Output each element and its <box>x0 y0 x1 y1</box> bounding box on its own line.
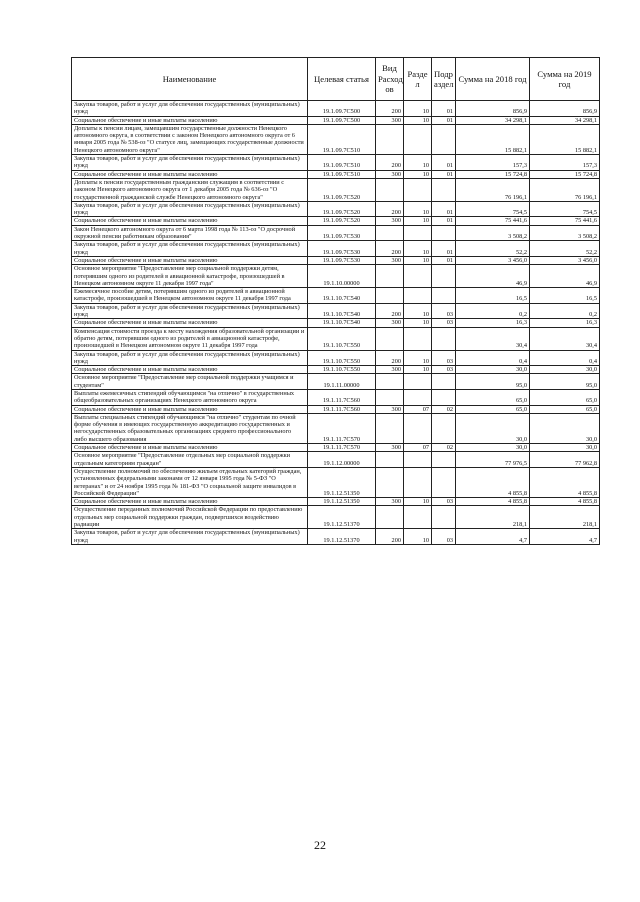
row-section: 10 <box>404 101 432 117</box>
table-row <box>72 201 600 217</box>
row-expense-type <box>376 389 404 405</box>
row-sum-2019: 3 508,2 <box>530 225 600 241</box>
table-row <box>72 101 600 117</box>
table-row <box>72 116 600 124</box>
row-article: 19.1.10.00000 <box>308 265 376 288</box>
row-section <box>404 124 432 154</box>
row-expense-type: 300 <box>376 366 404 374</box>
row-subsection <box>432 225 456 241</box>
row-expense-type <box>376 413 404 443</box>
row-sum-2018: 3 508,2 <box>456 225 530 241</box>
table-row <box>72 256 600 264</box>
row-section: 10 <box>404 303 432 319</box>
row-name: Доплаты к пенсии лицам, замещавшим государственные должности Ненецкого автономного округа, в соответствии с законом Ненецкого автономного округа от 6 января 2005 года № 538-оз "О статусе лиц, замещающих государственные должности Ненецкого автономного округа" <box>72 124 308 154</box>
row-article: 19.1.09.7С520 <box>308 217 376 225</box>
row-name: Выплаты специальных стипендий обучающимся "на отлично" студентам по очной форме обучения в имеющих государственную аккредитацию государственных и негосударственных образовательных организациях среднего профессионального либо высшего образования <box>72 413 308 443</box>
row-expense-type <box>376 225 404 241</box>
row-article: 19.1.09.7С510 <box>308 170 376 178</box>
row-section: 10 <box>404 498 432 506</box>
row-article: 19.1.09.7С500 <box>308 101 376 117</box>
table-row <box>72 366 600 374</box>
table-row <box>72 506 600 529</box>
table-row <box>72 155 600 171</box>
row-sum-2019: 34 298,1 <box>530 116 600 124</box>
row-sum-2019: 76 196,1 <box>530 178 600 201</box>
row-expense-type <box>376 327 404 350</box>
header-sum-2018: Сумма на 2018 год <box>456 58 530 101</box>
row-sum-2019: 218,1 <box>530 506 600 529</box>
row-section: 10 <box>404 256 432 264</box>
row-name: Основное мероприятие "Предоставление мер социальной поддержки детям, потерявшим одного из родителей в авиационной катастрофе, произошедшей в Ненецком автономном округе 11 декабря 1997 года" <box>72 265 308 288</box>
table-row <box>72 350 600 366</box>
table-row <box>72 124 600 154</box>
row-name: Социальное обеспечение и иные выплаты населению <box>72 170 308 178</box>
row-sum-2019: 77 962,8 <box>530 452 600 468</box>
row-sum-2019: 15 724,8 <box>530 170 600 178</box>
row-expense-type: 300 <box>376 116 404 124</box>
row-sum-2019: 754,5 <box>530 201 600 217</box>
row-subsection: 03 <box>432 529 456 545</box>
row-sum-2018: 34 298,1 <box>456 116 530 124</box>
row-name: Закупка товаров, работ и услуг для обеспечения государственных (муниципальных) нужд <box>72 529 308 545</box>
row-sum-2018: 46,9 <box>456 265 530 288</box>
row-sum-2018: 15 882,1 <box>456 124 530 154</box>
table-row <box>72 374 600 390</box>
row-sum-2019: 0,2 <box>530 303 600 319</box>
row-section: 10 <box>404 217 432 225</box>
table-row <box>72 467 600 497</box>
row-sum-2019: 75 441,6 <box>530 217 600 225</box>
row-article: 19.1.10.7С540 <box>308 288 376 304</box>
row-sum-2018: 856,9 <box>456 101 530 117</box>
row-expense-type: 200 <box>376 350 404 366</box>
row-sum-2018: 0,2 <box>456 303 530 319</box>
row-expense-type: 300 <box>376 319 404 327</box>
row-article: 19.1.10.7С540 <box>308 319 376 327</box>
row-sum-2019: 16,3 <box>530 319 600 327</box>
row-sum-2018: 0,4 <box>456 350 530 366</box>
header-name: Наименование <box>72 58 308 101</box>
row-name: Осуществление переданных полномочий Российской Федерации по предоставлению отдельных мер социальной поддержки граждан, подвергшихся воздействию радиации <box>72 506 308 529</box>
row-subsection: 02 <box>432 444 456 452</box>
row-article: 19.1.12.51350 <box>308 498 376 506</box>
row-name: Компенсация стоимости проезда к месту нахождения образовательной организации и обратно детям, потерявшим одного из родителей в авиационной катастрофе, произошедшей в Ненецком автономном округе 11 декабря 1997 года <box>72 327 308 350</box>
budget-table <box>71 57 600 545</box>
table-row <box>72 303 600 319</box>
row-sum-2019: 4 855,8 <box>530 467 600 497</box>
row-subsection <box>432 124 456 154</box>
row-article: 19.1.11.7С560 <box>308 405 376 413</box>
row-name: Закупка товаров, работ и услуг для обеспечения государственных (муниципальных) нужд <box>72 241 308 257</box>
row-subsection: 01 <box>432 241 456 257</box>
row-expense-type <box>376 178 404 201</box>
row-subsection: 01 <box>432 116 456 124</box>
row-article: 19.1.11.7С570 <box>308 413 376 443</box>
row-sum-2018: 218,1 <box>456 506 530 529</box>
row-expense-type: 200 <box>376 101 404 117</box>
row-subsection: 03 <box>432 350 456 366</box>
row-sum-2018: 30,0 <box>456 366 530 374</box>
row-name: Закупка товаров, работ и услуг для обеспечения государственных (муниципальных) нужд <box>72 155 308 171</box>
table-row <box>72 178 600 201</box>
row-expense-type: 300 <box>376 498 404 506</box>
table-row <box>72 444 600 452</box>
row-section <box>404 288 432 304</box>
table-row <box>72 327 600 350</box>
row-section <box>404 389 432 405</box>
row-expense-type <box>376 288 404 304</box>
row-name: Социальное обеспечение и иные выплаты населению <box>72 256 308 264</box>
row-sum-2019: 95,0 <box>530 374 600 390</box>
row-section <box>404 506 432 529</box>
row-sum-2018: 30,0 <box>456 444 530 452</box>
row-subsection: 01 <box>432 155 456 171</box>
row-subsection: 03 <box>432 498 456 506</box>
row-article: 19.1.10.7С550 <box>308 366 376 374</box>
row-sum-2018: 4,7 <box>456 529 530 545</box>
budget-table-container <box>71 57 599 545</box>
table-row <box>72 529 600 545</box>
header-section: Разде л <box>404 58 432 101</box>
row-subsection: 01 <box>432 170 456 178</box>
row-sum-2018: 3 456,0 <box>456 256 530 264</box>
table-row <box>72 389 600 405</box>
row-article: 19.1.09.7С500 <box>308 116 376 124</box>
row-sum-2019: 856,9 <box>530 101 600 117</box>
row-sum-2019: 65,0 <box>530 405 600 413</box>
row-subsection <box>432 374 456 390</box>
row-name: Социальное обеспечение и иные выплаты населению <box>72 217 308 225</box>
row-name: Социальное обеспечение и иные выплаты населению <box>72 444 308 452</box>
table-row <box>72 498 600 506</box>
row-expense-type: 300 <box>376 444 404 452</box>
row-article: 19.1.09.7С530 <box>308 241 376 257</box>
row-sum-2018: 65,0 <box>456 389 530 405</box>
row-subsection <box>432 389 456 405</box>
row-name: Закон Ненецкого автономного округа от 6 марта 1998 года № 113-оз "О досрочной окружной пенсии работникам образования" <box>72 225 308 241</box>
row-sum-2018: 157,3 <box>456 155 530 171</box>
table-body <box>72 101 600 545</box>
row-article: 19.1.12.51370 <box>308 506 376 529</box>
table-row <box>72 241 600 257</box>
row-subsection <box>432 467 456 497</box>
row-section <box>404 374 432 390</box>
row-section <box>404 178 432 201</box>
row-article: 19.1.11.7С560 <box>308 389 376 405</box>
row-expense-type <box>376 124 404 154</box>
row-article: 19.1.11.00000 <box>308 374 376 390</box>
row-sum-2019: 30,0 <box>530 444 600 452</box>
row-subsection <box>432 506 456 529</box>
row-sum-2019: 15 882,1 <box>530 124 600 154</box>
row-section: 07 <box>404 444 432 452</box>
row-sum-2019: 30,0 <box>530 413 600 443</box>
row-sum-2018: 16,3 <box>456 319 530 327</box>
row-expense-type: 200 <box>376 241 404 257</box>
row-sum-2019: 4 855,8 <box>530 498 600 506</box>
header-article: Целевая статья <box>308 58 376 101</box>
row-sum-2019: 4,7 <box>530 529 600 545</box>
row-sum-2018: 16,5 <box>456 288 530 304</box>
row-section: 10 <box>404 241 432 257</box>
row-expense-type: 200 <box>376 201 404 217</box>
row-subsection: 03 <box>432 366 456 374</box>
page-number: 22 <box>314 838 326 852</box>
row-expense-type: 300 <box>376 256 404 264</box>
row-name: Выплаты ежемесячных стипендий обучающимся "на отлично" в государственных общеобразовательных организациях Ненецкого автономного округа <box>72 389 308 405</box>
row-name: Закупка товаров, работ и услуг для обеспечения государственных (муниципальных) нужд <box>72 303 308 319</box>
row-expense-type: 300 <box>376 170 404 178</box>
header-expense-type: Вид Расход ов <box>376 58 404 101</box>
row-name: Доплаты к пенсии государственным гражданским служащим в соответствии с законом Ненецкого автономного округа от 1 декабря 2005 года № 636-оз "О государственной гражданской службе Ненецкого автономного округа" <box>72 178 308 201</box>
row-subsection <box>432 413 456 443</box>
row-subsection <box>432 265 456 288</box>
row-article: 19.1.09.7С520 <box>308 201 376 217</box>
row-expense-type <box>376 452 404 468</box>
row-sum-2018: 75 441,6 <box>456 217 530 225</box>
row-expense-type <box>376 265 404 288</box>
row-section: 10 <box>404 350 432 366</box>
row-article: 19.1.10.7С550 <box>308 350 376 366</box>
row-name: Социальное обеспечение и иные выплаты населению <box>72 498 308 506</box>
row-subsection: 01 <box>432 256 456 264</box>
row-section <box>404 413 432 443</box>
row-sum-2018: 15 724,8 <box>456 170 530 178</box>
row-subsection: 01 <box>432 217 456 225</box>
table-row <box>72 452 600 468</box>
table-row <box>72 405 600 413</box>
row-article: 19.1.10.7С550 <box>308 327 376 350</box>
row-expense-type: 200 <box>376 155 404 171</box>
row-article: 19.1.12.00000 <box>308 452 376 468</box>
header-subsection: Подр аздел <box>432 58 456 101</box>
row-sum-2019: 46,9 <box>530 265 600 288</box>
row-article: 19.1.09.7С530 <box>308 225 376 241</box>
row-section: 10 <box>404 529 432 545</box>
row-article: 19.1.09.7С520 <box>308 178 376 201</box>
row-sum-2018: 30,4 <box>456 327 530 350</box>
row-name: Закупка товаров, работ и услуг для обеспечения государственных (муниципальных) нужд <box>72 101 308 117</box>
row-subsection: 01 <box>432 101 456 117</box>
row-expense-type: 300 <box>376 405 404 413</box>
row-subsection: 03 <box>432 319 456 327</box>
row-subsection <box>432 327 456 350</box>
table-row <box>72 225 600 241</box>
row-expense-type <box>376 467 404 497</box>
row-name: Закупка товаров, работ и услуг для обеспечения государственных (муниципальных) нужд <box>72 201 308 217</box>
row-article: 19.1.09.7С530 <box>308 256 376 264</box>
header-sum-2019: Сумма на 2019 год <box>530 58 600 101</box>
row-section: 07 <box>404 405 432 413</box>
row-name: Основное мероприятие "Предоставление отдельных мер социальной поддержки отдельным категориям граждан" <box>72 452 308 468</box>
row-article: 19.1.09.7С510 <box>308 155 376 171</box>
table-row <box>72 170 600 178</box>
row-subsection <box>432 178 456 201</box>
row-subsection: 03 <box>432 303 456 319</box>
row-expense-type <box>376 374 404 390</box>
row-section: 10 <box>404 201 432 217</box>
table-header-row <box>72 58 600 101</box>
table-row <box>72 413 600 443</box>
row-subsection <box>432 452 456 468</box>
row-section: 10 <box>404 155 432 171</box>
row-expense-type <box>376 506 404 529</box>
row-sum-2019: 30,0 <box>530 366 600 374</box>
table-row <box>72 265 600 288</box>
table-row <box>72 319 600 327</box>
row-sum-2019: 30,4 <box>530 327 600 350</box>
row-expense-type: 200 <box>376 529 404 545</box>
row-sum-2019: 3 456,0 <box>530 256 600 264</box>
row-sum-2018: 4 855,8 <box>456 498 530 506</box>
row-section <box>404 467 432 497</box>
row-article: 19.1.09.7С510 <box>308 124 376 154</box>
row-sum-2019: 16,5 <box>530 288 600 304</box>
row-section <box>404 265 432 288</box>
row-subsection: 01 <box>432 201 456 217</box>
row-name: Ежемесячное пособие детям, потерявшим одного из родителей в авиационной катастрофе, произошедшей в Ненецком автономном округе 11 декабря 1997 года <box>72 288 308 304</box>
row-article: 19.1.12.51370 <box>308 529 376 545</box>
row-section <box>404 327 432 350</box>
row-name: Закупка товаров, работ и услуг для обеспечения государственных (муниципальных) нужд <box>72 350 308 366</box>
row-sum-2018: 30,0 <box>456 413 530 443</box>
row-sum-2018: 52,2 <box>456 241 530 257</box>
row-sum-2019: 52,2 <box>530 241 600 257</box>
row-article: 19.1.12.51350 <box>308 467 376 497</box>
row-name: Социальное обеспечение и иные выплаты населению <box>72 366 308 374</box>
row-section: 10 <box>404 366 432 374</box>
row-expense-type: 300 <box>376 217 404 225</box>
row-section: 10 <box>404 170 432 178</box>
row-sum-2019: 65,0 <box>530 389 600 405</box>
row-sum-2018: 76 196,1 <box>456 178 530 201</box>
row-expense-type: 200 <box>376 303 404 319</box>
row-section: 10 <box>404 319 432 327</box>
row-article: 19.1.11.7С570 <box>308 444 376 452</box>
row-name: Социальное обеспечение и иные выплаты населению <box>72 116 308 124</box>
row-section: 10 <box>404 116 432 124</box>
row-sum-2018: 77 976,5 <box>456 452 530 468</box>
row-name: Основное мероприятие "Предоставление мер социальной поддержки учащимся и студентам" <box>72 374 308 390</box>
row-subsection <box>432 288 456 304</box>
table-row <box>72 288 600 304</box>
row-sum-2018: 754,5 <box>456 201 530 217</box>
row-name: Осуществление полномочий по обеспечению жильем отдельных категорий граждан, установленных федеральными законами от 12 января 1995 года № 5-ФЗ "О ветеранах" и от 24 ноября 1995 года № 181-ФЗ "О социальной защите инвалидов в Российской Федерации" <box>72 467 308 497</box>
row-section <box>404 452 432 468</box>
row-name: Социальное обеспечение и иные выплаты населению <box>72 405 308 413</box>
row-subsection: 02 <box>432 405 456 413</box>
row-sum-2018: 4 855,8 <box>456 467 530 497</box>
table-row <box>72 217 600 225</box>
row-article: 19.1.10.7С540 <box>308 303 376 319</box>
row-name: Социальное обеспечение и иные выплаты населению <box>72 319 308 327</box>
row-sum-2018: 95,0 <box>456 374 530 390</box>
row-sum-2019: 157,3 <box>530 155 600 171</box>
row-sum-2019: 0,4 <box>530 350 600 366</box>
row-sum-2018: 65,0 <box>456 405 530 413</box>
row-section <box>404 225 432 241</box>
